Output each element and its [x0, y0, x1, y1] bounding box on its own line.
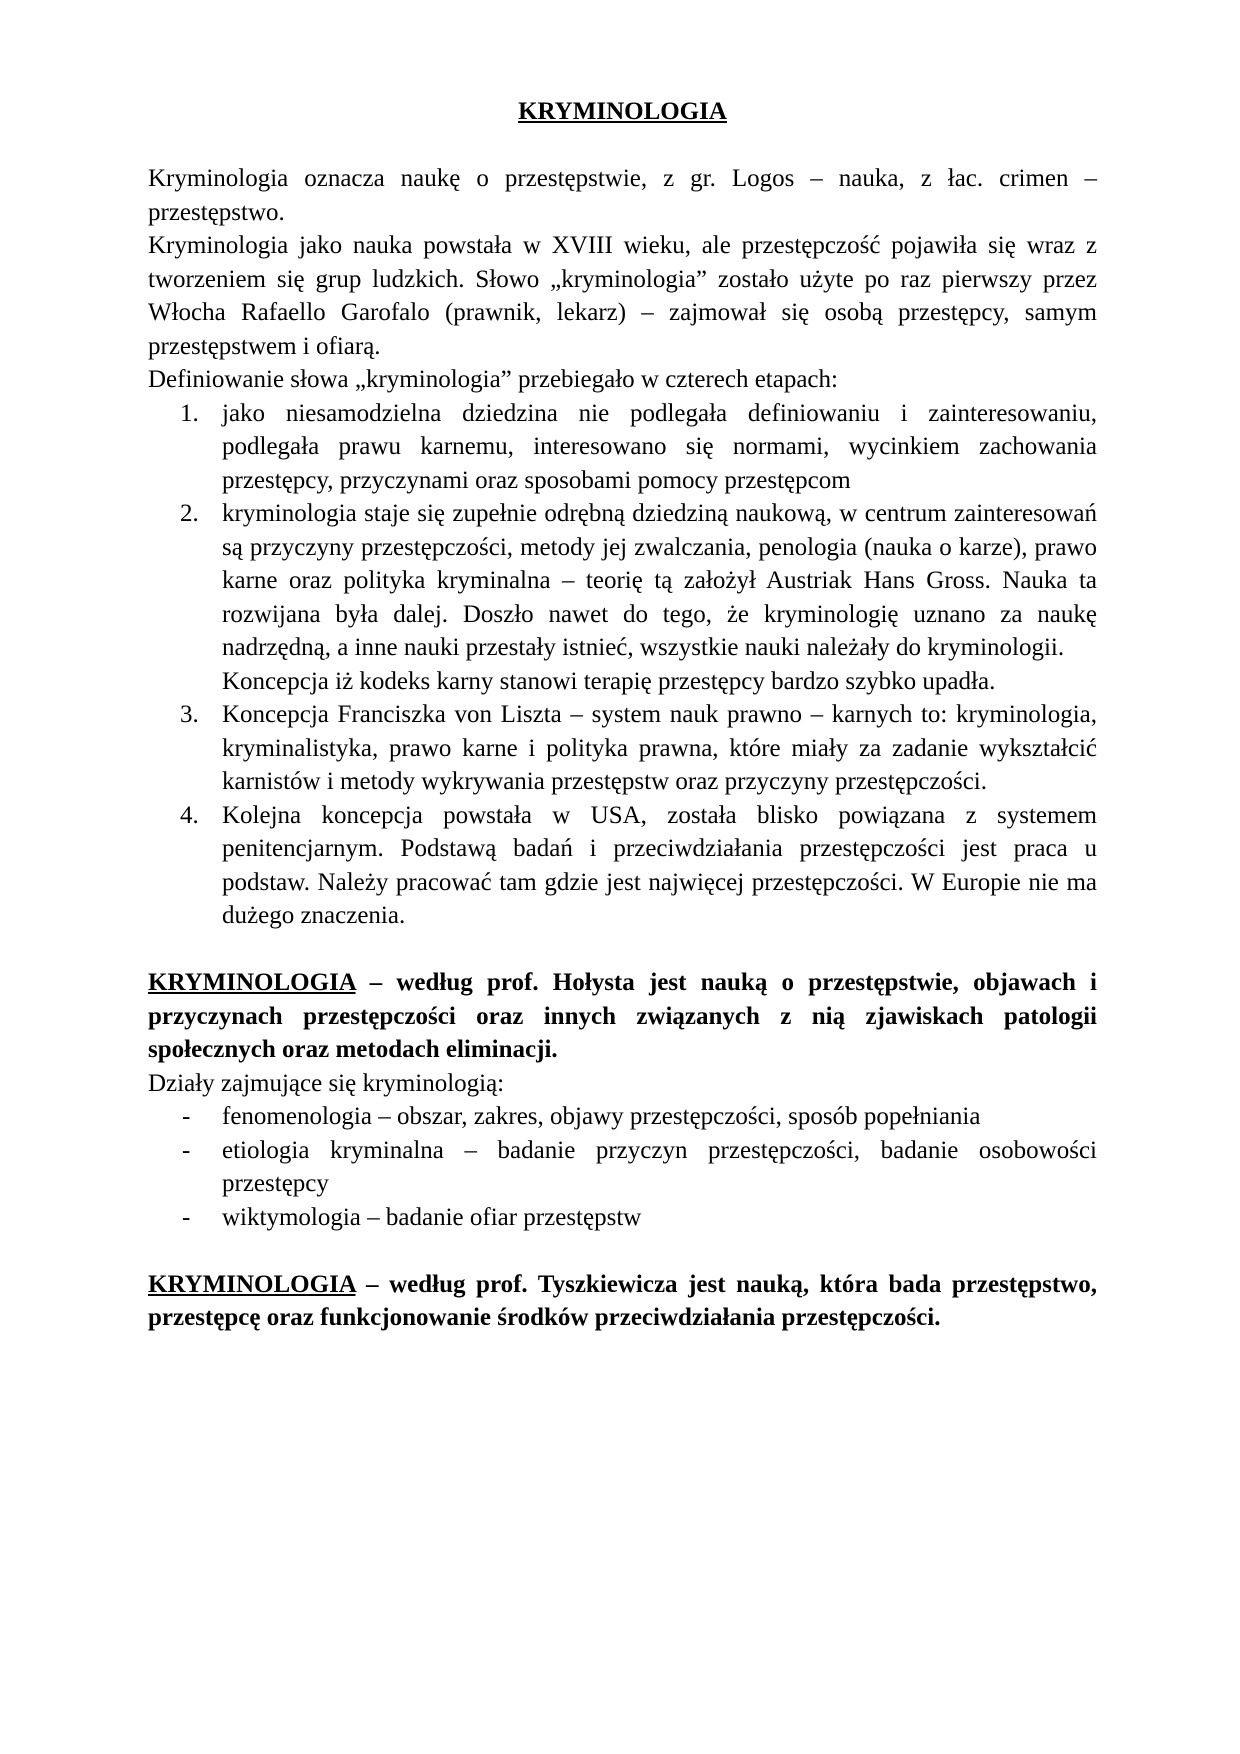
blank-line [148, 933, 1097, 967]
list-item [148, 1134, 1097, 1201]
list-item [148, 1201, 1097, 1235]
list-item-text: wiktymologia – badanie ofiar przestępstw [222, 1203, 642, 1231]
list-item-text: kryminologia staje się zupełnie odrębną dziedziną naukową, w centrum zainteresowań są przyczyny przestępczości, metody jej zwalczania, penologia (nauka o karze), prawo karne oraz polityka kryminalna – teorię tą założył Austriak Hans Gross. Nauka ta rozwijana była dalej. Doszło nawet do tego, że kryminologię uznano za naukę nadrzędną, a inne nauki przestały istnieć, wszystkie nauki należały do kryminologii. [222, 500, 1097, 661]
list-dash: - [182, 1103, 191, 1130]
blank-line [148, 129, 1097, 163]
definition-term: KRYMINOLOGIA [148, 1270, 356, 1298]
document-title: KRYMINOLOGIA [518, 98, 727, 125]
list-dash: - [182, 1136, 191, 1164]
list-number: 3. [180, 701, 199, 728]
blank-line [148, 1234, 1097, 1268]
list-dash: - [182, 1203, 191, 1231]
list-item-text: Koncepcja Franciszka von Liszta – system nauk prawno – karnych to: kryminologia, kryminalistyka, prawo karne i polityka prawna, które miały za zadanie wykształcić karnistów i metody wykrywania przestępstw oraz przyczyny przestępczości. [222, 701, 1097, 795]
list-item-text: etiologia kryminalna – badanie przyczyn przestępczości, badanie osobowości przestępcy [222, 1136, 1097, 1197]
list-item [148, 799, 1097, 933]
list-item-extra: Koncepcja iż kodeks karny stanowi terapię przestępcy bardzo szybko upadła. [222, 667, 996, 695]
intro-paragraph: Definiowanie słowa „kryminologia” przebiegało w czterech etapach: [148, 366, 838, 393]
definition-tyszkiewicz [148, 1268, 1097, 1335]
definition-term: KRYMINOLOGIA [148, 969, 356, 996]
definition-holyst [148, 966, 1097, 1067]
stages-list [148, 397, 1097, 933]
list-item [148, 397, 1097, 498]
branches-intro: Działy zajmujące się kryminologią: [148, 1069, 505, 1097]
list-item-text: Kolejna koncepcja powstała w USA, została blisko powiązana z systemem penitencjarnym. Podstawą badań i przeciwdziałania przestępczości jest praca u podstaw. Należy pracować tam gdzie jest najwięcej przestępczości. W Europie nie ma dużego znaczenia. [222, 801, 1097, 929]
document-page [148, 95, 1097, 1335]
list-number: 1. [180, 399, 199, 427]
list-item [148, 1100, 1097, 1134]
list-item-text: jako niesamodzielna dziedzina nie podlegała definiowaniu i zainteresowaniu, podlegała prawu karnemu, interesowano się normami, wycinkiem zachowania przestępcy, przyczynami oraz sposobami pomocy przestępcom [222, 399, 1097, 494]
list-number: 4. [180, 801, 199, 829]
branches-list [148, 1100, 1097, 1234]
intro-paragraph: Kryminologia oznacza naukę o przestępstwie, z gr. Logos – nauka, z łac. crimen – przestępstwo. [148, 165, 1097, 226]
intro-paragraph: Kryminologia jako nauka powstała w XVIII wieku, ale przestępczość pojawiła się wraz z tworzeniem się grup ludzkich. Słowo „kryminologia” zostało użyte po raz pierwszy przez Włocha Rafaello Garofalo (prawnik, lekarz) – zajmował się osobą przestępcy, samym przestępstwem i ofiarą. [148, 232, 1097, 360]
list-number: 2. [180, 500, 199, 527]
definition-text: – według prof. Tyszkiewicza jest nauką, która bada przestępstwo, przestępcę oraz funkcjonowanie środków przeciwdziałania przestępczości. [148, 1270, 1097, 1331]
list-item [148, 497, 1097, 698]
list-item-text: fenomenologia – obszar, zakres, objawy przestępczości, sposób popełniania [222, 1103, 981, 1130]
definition-text: – według prof. Hołysta jest nauką o przestępstwie, objawach i przyczynach przestępczości oraz innych związanych z nią zjawiskach patologii społecznych oraz metodach eliminacji. [148, 969, 1097, 1063]
list-item [148, 698, 1097, 799]
